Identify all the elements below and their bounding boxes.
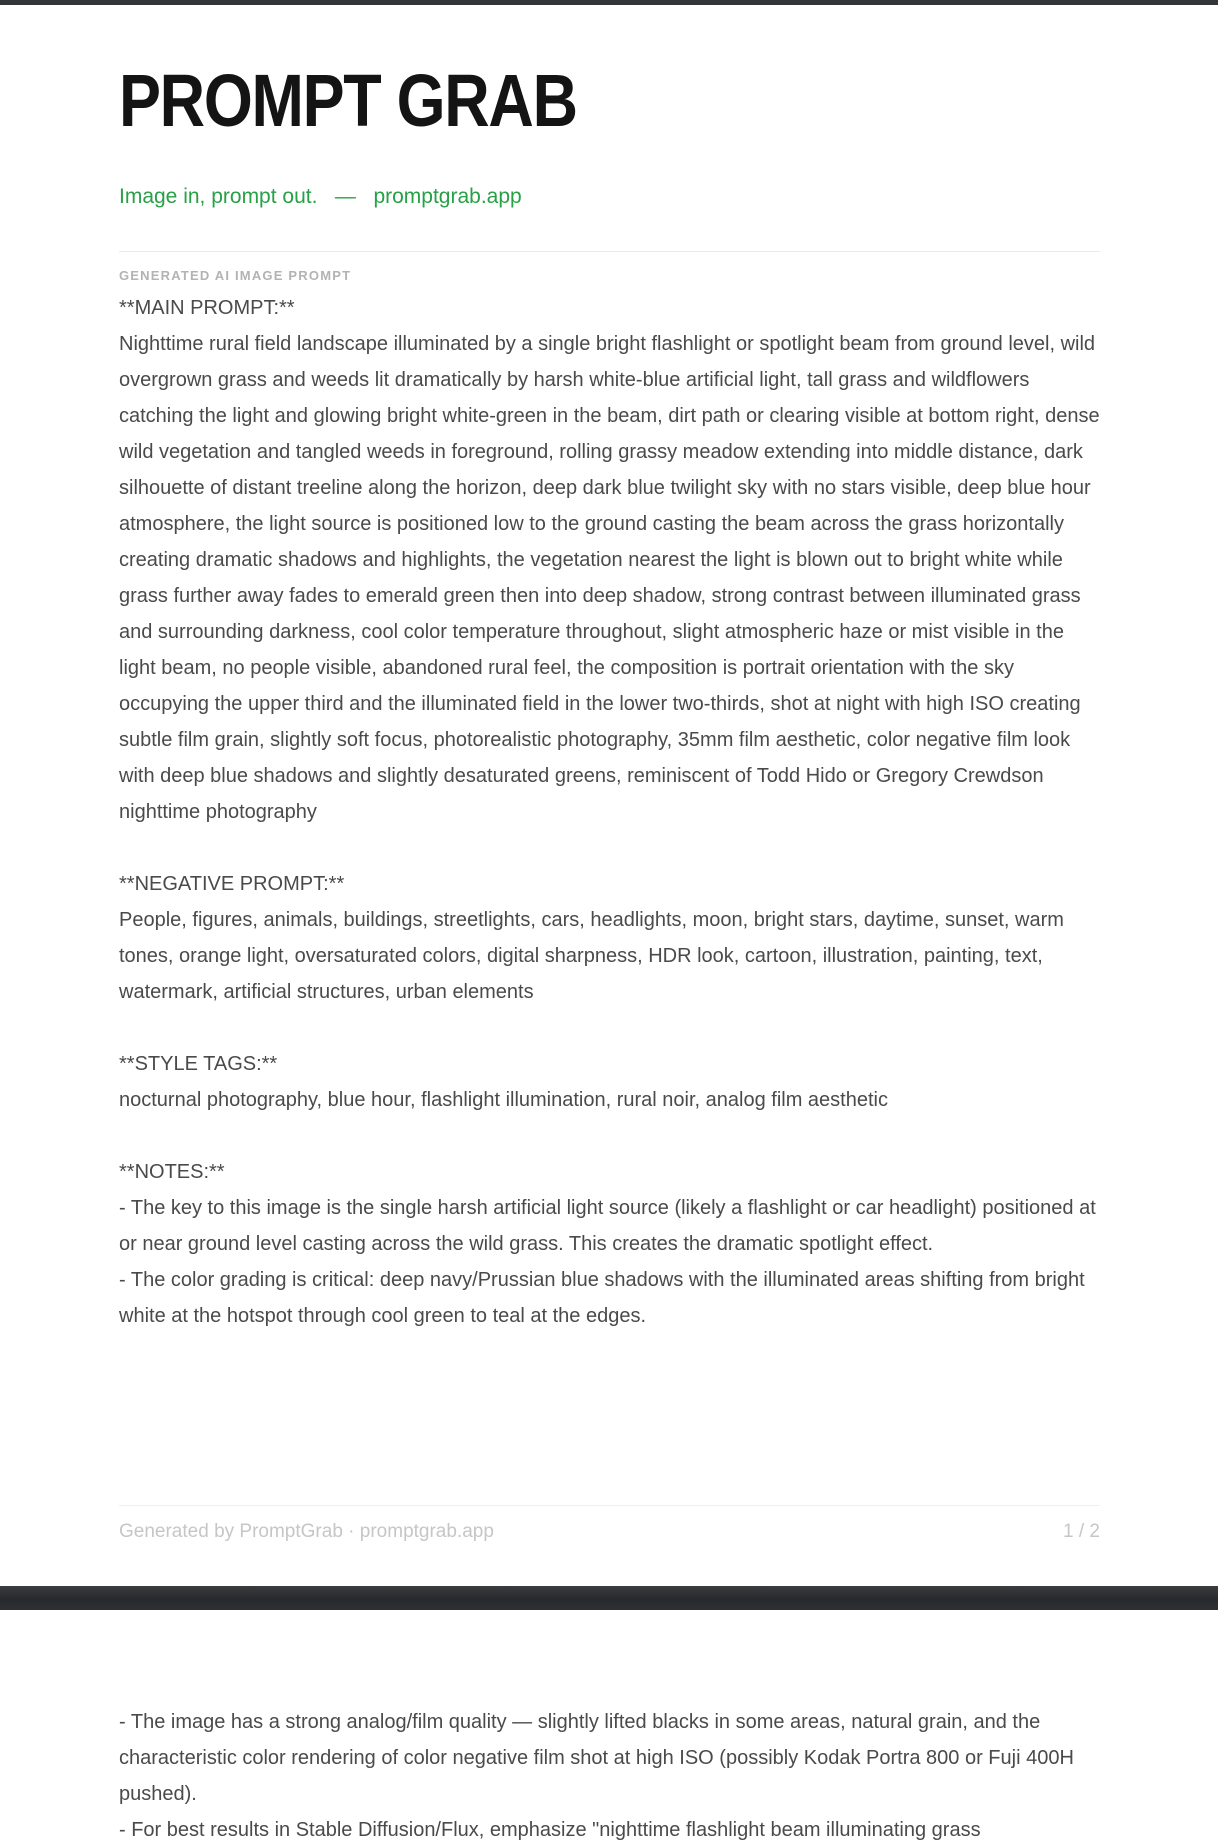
main-prompt-heading: **MAIN PROMPT:** (119, 297, 295, 319)
style-tags-text: nocturnal photography, blue hour, flashlight illumination, rural noir, analog film aesthetic (119, 1089, 888, 1111)
viewer-top-bar (0, 0, 1218, 5)
main-prompt-text: Nighttime rural field landscape illuminated by a single bright flashlight or spotlight beam from ground level, wild overgrown grass and weeds lit dramatically by harsh white-blue artificial light, tall grass and wildflowers catching the light and glowing bright white-green in the beam, dirt path or clearing visible at bottom right, dense wild vegetation and tangled weeds in foreground, rolling grassy meadow extending into middle distance, dark silhouette of distant treeline along the horizon, deep dark blue twilight sky with no stars visible, deep blue hour atmosphere, the light source is positioned low to the ground casting the beam across the grass horizontally creating dramatic shadows and highlights, the vegetation nearest the light is blown out to bright white while grass further away fades to emerald green then into deep shadow, strong contrast between illuminated grass and surrounding darkness, cool color temperature throughout, slight atmospheric haze or mist visible in the light beam, no people visible, abandoned rural feel, the composition is portrait orientation with the sky occupying the upper third and the illuminated field in the lower two-thirds, shot at night with high ISO creating subtle film grain, slightly soft focus, photorealistic photography, 35mm film aesthetic, color negative film look with deep blue shadows and slightly desaturated greens, reminiscent of Todd Hido or Gregory Crewdson nighttime photography (119, 333, 1100, 823)
page-title: PROMPT GRAB (119, 59, 577, 142)
note-item: - The color grading is critical: deep navy/Prussian blue shadows with the illuminated areas shifting from bright white at the hotspot through cool green to teal at the edges. (119, 1269, 1085, 1327)
notes-heading: **NOTES:** (119, 1161, 225, 1183)
page-break-separator (0, 1586, 1218, 1610)
style-tags-heading: **STYLE TAGS:** (119, 1053, 278, 1075)
tagline: Image in, prompt out. — promptgrab.app (119, 185, 522, 208)
negative-prompt-heading: **NEGATIVE PROMPT:** (119, 873, 345, 895)
footer-divider (119, 1505, 1100, 1506)
note-item: - For best results in Stable Diffusion/Flux, emphasize "nighttime flashlight beam illuminating grass (119, 1819, 981, 1841)
negative-prompt-text: People, figures, animals, buildings, streetlights, cars, headlights, moon, bright stars, daytime, sunset, warm tones, orange light, oversaturated colors, digital sharpness, HDR look, cartoon, illustration, painting, text, watermark, artificial structures, urban elements (119, 909, 1064, 1003)
footer-page-indicator: 1 / 2 (1063, 1521, 1100, 1542)
section-label: GENERATED AI IMAGE PROMPT (119, 268, 352, 283)
header-divider (119, 251, 1100, 252)
note-item: - The key to this image is the single harsh artificial light source (likely a flashlight or car headlight) positioned at or near ground level casting across the wild grass. This creates the dramatic spotlight effect. (119, 1197, 1096, 1255)
footer-generated-by: Generated by PromptGrab · promptgrab.app (119, 1521, 494, 1542)
document-body-page2 (119, 1704, 1100, 1848)
note-item: - The image has a strong analog/film quality — slightly lifted blacks in some areas, natural grain, and the characteristic color rendering of color negative film shot at high ISO (possibly Kodak Portra 800 or Fuji 400H pushed). (119, 1711, 1074, 1805)
document-body (119, 290, 1100, 1334)
